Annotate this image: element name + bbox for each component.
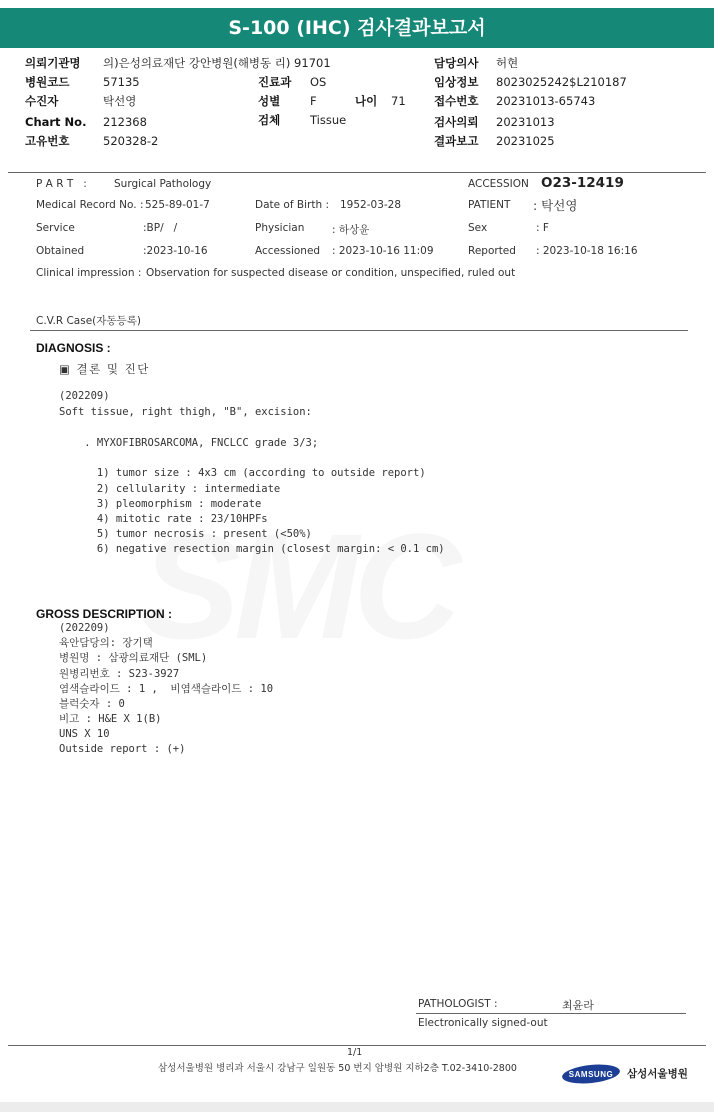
- gross-line: UNS X 10: [59, 728, 110, 740]
- service-label: Service: [36, 222, 75, 234]
- patient-name-value: 탁선영: [103, 94, 137, 108]
- patient-value: : 탁선영: [533, 198, 578, 213]
- service-value: :BP/ /: [143, 222, 178, 234]
- samsung-logo-text: SAMSUNG: [568, 1070, 614, 1079]
- unique-id-value: 520328-2: [103, 134, 159, 148]
- samsung-logo: [561, 1064, 621, 1084]
- hospital-code-value: 57135: [103, 75, 140, 89]
- age-value: 71: [391, 94, 406, 108]
- accession-label: ACCESSION: [468, 178, 529, 190]
- physician-value: : 하상윤: [332, 224, 370, 236]
- footer-address: 삼성서울병원 병리과 서울시 강남구 일원동 50 번지 암병원 지하2층 T.02-3410-2800: [158, 1063, 517, 1074]
- top-divider: [8, 172, 706, 173]
- accession-value: O23-12419: [541, 175, 624, 191]
- part-label: P A R T :: [36, 178, 87, 190]
- obtained-value: :2023-10-16: [143, 245, 208, 257]
- gross-line: 블럭숫자 : 0: [59, 698, 125, 710]
- clinical-impression-label: Clinical impression :: [36, 267, 142, 279]
- dob-value: 1952-03-28: [340, 199, 402, 211]
- gross-line: 원병리번호 : S23-3927: [59, 668, 180, 680]
- unique-id-label: 고유번호: [25, 134, 70, 148]
- part-value: Surgical Pathology: [114, 178, 212, 190]
- diagnosis-line: 1) tumor size : 4x3 cm (according to outside report): [59, 467, 426, 479]
- age-label: 나이: [355, 94, 378, 108]
- gross-line: 병원명 : 삼광의료재단 (SML): [59, 652, 208, 664]
- doctor-label: 담당의사: [434, 56, 479, 70]
- pathologist-label: PATHOLOGIST :: [418, 998, 498, 1010]
- gross-line: 비고 : H&E X 1(B): [59, 713, 162, 725]
- header-info: [0, 54, 714, 154]
- patient-name-label: 수진자: [25, 94, 59, 108]
- footer-divider: [8, 1045, 706, 1046]
- chart-no-label: Chart No.: [25, 115, 87, 129]
- diagnosis-subtitle: ▣ 결론 및 진단: [59, 362, 150, 376]
- clinical-info-label: 임상정보: [434, 75, 479, 89]
- accessioned-label: Accessioned: [255, 245, 321, 257]
- gross-title: GROSS DESCRIPTION :: [36, 607, 173, 621]
- gross-line: 육안담당의: 장기택: [59, 637, 153, 649]
- request-date-value: 20231013: [496, 115, 555, 129]
- diagnosis-line: 4) mitotic rate : 23/10HPFs: [59, 513, 268, 525]
- clinical-info-value: 8023025242$L210187: [496, 75, 627, 89]
- cvr-divider: [30, 330, 688, 331]
- diagnosis-line: 5) tumor necrosis : present (<50%): [59, 528, 312, 540]
- obtained-label: Obtained: [36, 245, 85, 257]
- signed-out-text: Electronically signed-out: [418, 1017, 548, 1029]
- diagnosis-line: (202209): [59, 390, 110, 402]
- report-title: S-100 (IHC) 검사결과보고서: [0, 8, 714, 48]
- mrn-value: 525-89-01-7: [145, 199, 210, 211]
- dob-label: Date of Birth :: [255, 199, 329, 211]
- department-label: 진료과: [258, 75, 292, 89]
- gross-line: 염색슬라이드 : 1 , 비염색슬라이드 : 10: [59, 683, 274, 695]
- gross-line: (202209): [59, 622, 110, 634]
- report-sex-label: Sex: [468, 222, 488, 234]
- report-sex-value: : F: [536, 222, 549, 234]
- diagnosis-title: DIAGNOSIS :: [36, 341, 111, 355]
- request-date-label: 검사의뢰: [434, 115, 479, 129]
- physician-label: Physician: [255, 222, 305, 234]
- hospital-name-value: 의)은성의료재단 강안병원(해병동 리) 91701: [103, 56, 331, 70]
- hospital-logo-text: 삼성서울병원: [627, 1068, 688, 1080]
- accessioned-value: : 2023-10-16 11:09: [332, 245, 434, 257]
- page-number: 1/1: [347, 1047, 363, 1058]
- hospital-code-label: 병원코드: [25, 75, 70, 89]
- result-date-label: 결과보고: [434, 134, 479, 148]
- clinical-impression-value: Observation for suspected disease or condition, unspecified, ruled out: [146, 267, 516, 279]
- department-value: OS: [310, 75, 327, 89]
- result-date-value: 20231025: [496, 134, 555, 148]
- pathologist-value: 최윤라: [562, 999, 594, 1012]
- diagnosis-line: Soft tissue, right thigh, "B", excision:: [59, 406, 312, 418]
- doctor-value: 허현: [496, 56, 519, 70]
- mrn-label: Medical Record No. :: [36, 199, 144, 211]
- sex-value: F: [310, 94, 317, 108]
- receipt-no-label: 접수번호: [434, 94, 479, 108]
- receipt-no-value: 20231013-65743: [496, 94, 596, 108]
- bottom-band: [0, 1102, 714, 1112]
- reported-value: : 2023-10-18 16:16: [536, 245, 638, 257]
- chart-no-value: 212368: [103, 115, 147, 129]
- specimen-label: 검체: [258, 113, 281, 127]
- diagnosis-line: . MYXOFIBROSARCOMA, FNCLCC grade 3/3;: [59, 437, 319, 449]
- diagnosis-line: 2) cellularity : intermediate: [59, 483, 281, 495]
- sex-label: 성별: [258, 94, 281, 108]
- gross-line: Outside report : (+): [59, 743, 186, 755]
- cvr-case: C.V.R Case(자동등록): [36, 315, 141, 327]
- diagnosis-line: 6) negative resection margin (closest margin: < 0.1 cm): [59, 543, 445, 555]
- specimen-value: Tissue: [310, 113, 347, 127]
- reported-label: Reported: [468, 245, 516, 257]
- diagnosis-line: 3) pleomorphism : moderate: [59, 498, 262, 510]
- hospital-name-label: 의뢰기관명: [25, 56, 81, 70]
- signoff-divider: [416, 1013, 686, 1014]
- patient-label: PATIENT: [468, 199, 511, 211]
